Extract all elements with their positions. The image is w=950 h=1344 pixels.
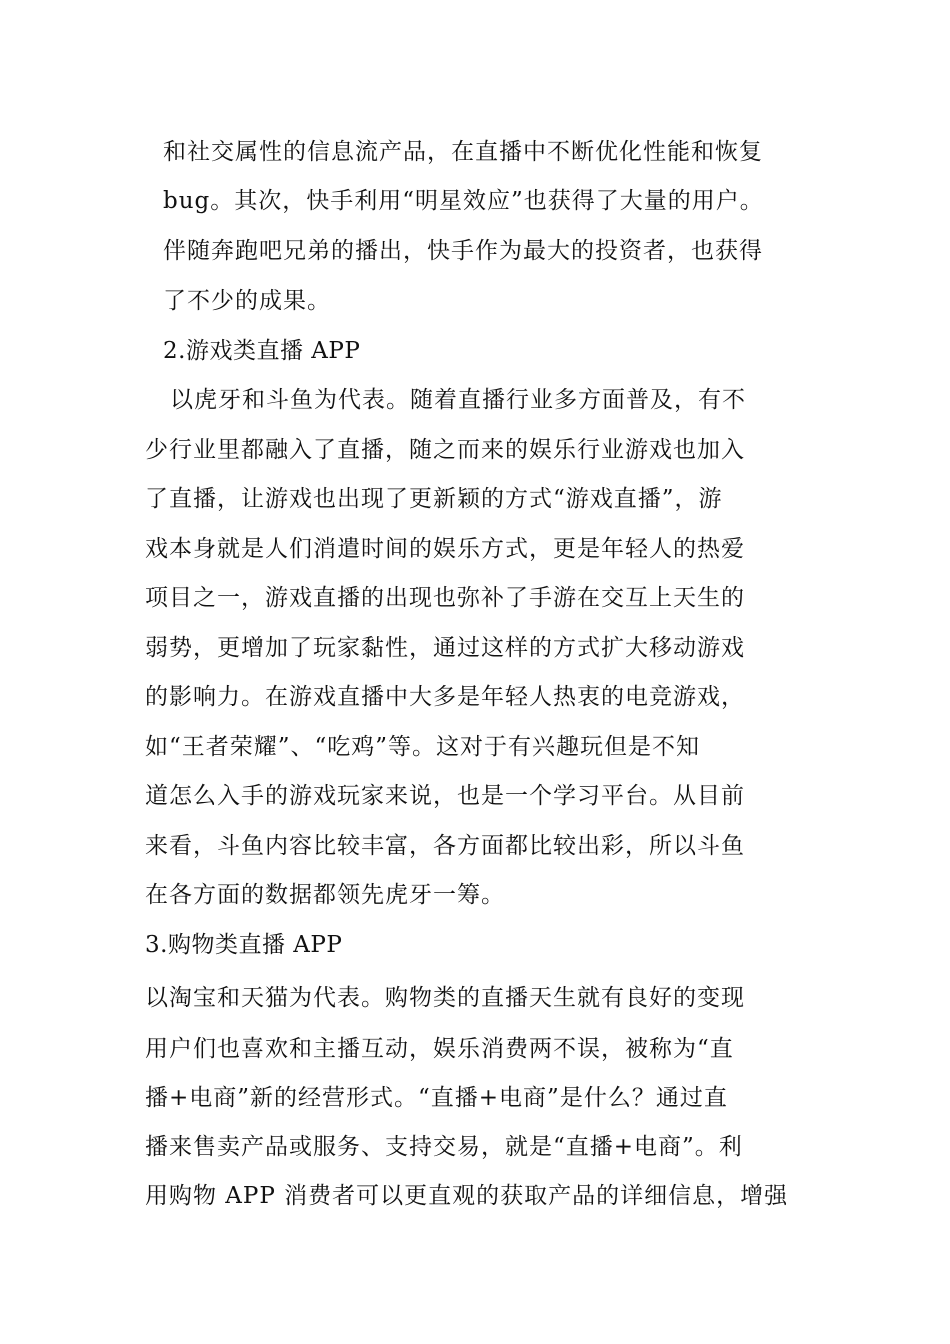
paragraph-1-line-2: bug。其次，快手利用“明星效应”也获得了大量的用户。 xyxy=(163,188,764,214)
paragraph-1-line-1: 和社交属性的信息流产品，在直播中不断优化性能和恢复 xyxy=(163,139,763,165)
paragraph-2-line-9: 道怎么入手的游戏玩家来说，也是一个学习平台。从目前 xyxy=(145,783,745,809)
paragraph-2-line-5: 项目之一，游戏直播的出现也弥补了手游在交互上天生的 xyxy=(145,585,745,611)
paragraph-3-line-2: 用户们也喜欢和主播互动，娱乐消费两不误，被称为“直 xyxy=(145,1036,734,1062)
paragraph-3-line-4: 播来售卖产品或服务、支持交易，就是“直播+电商”。利 xyxy=(145,1134,743,1160)
paragraph-2-line-1: 以虎牙和斗鱼为代表。随着直播行业多方面普及，有不 xyxy=(170,387,746,413)
paragraph-2-line-10: 来看，斗鱼内容比较丰富，各方面都比较出彩，所以斗鱼 xyxy=(145,833,745,859)
section-heading-game-live: 2.游戏类直播 APP xyxy=(163,338,361,364)
paragraph-2-line-8: 如“王者荣耀”、“吃鸡”等。这对于有兴趣玩但是不知 xyxy=(145,734,701,760)
paragraph-2-line-4: 戏本身就是人们消遣时间的娱乐方式，更是年轻人的热爱 xyxy=(145,536,745,562)
paragraph-1-line-4: 了不少的成果。 xyxy=(163,288,331,314)
paragraph-3-line-3: 播+电商”新的经营形式。“直播+电商”是什么？通过直 xyxy=(145,1085,728,1111)
paragraph-2-line-7: 的影响力。在游戏直播中大多是年轻人热衷的电竞游戏， xyxy=(145,684,745,710)
section-heading-shopping-live: 3.购物类直播 APP xyxy=(145,932,343,958)
paragraph-2-line-3: 了直播，让游戏也出现了更新颖的方式“游戏直播”，游 xyxy=(145,486,723,512)
paragraph-3-line-1: 以淘宝和天猫为代表。购物类的直播天生就有良好的变现 xyxy=(145,985,745,1011)
paragraph-1-line-3: 伴随奔跑吧兄弟的播出，快手作为最大的投资者，也获得 xyxy=(163,238,763,264)
paragraph-2-line-11: 在各方面的数据都领先虎牙一筹。 xyxy=(145,882,505,908)
paragraph-2-line-2: 少行业里都融入了直播，随之而来的娱乐行业游戏也加入 xyxy=(145,437,745,463)
paragraph-2-line-6: 弱势，更增加了玩家黏性，通过这样的方式扩大移动游戏 xyxy=(145,635,745,661)
paragraph-3-line-5: 用购物 APP 消费者可以更直观的获取产品的详细信息，增强 xyxy=(145,1183,789,1209)
